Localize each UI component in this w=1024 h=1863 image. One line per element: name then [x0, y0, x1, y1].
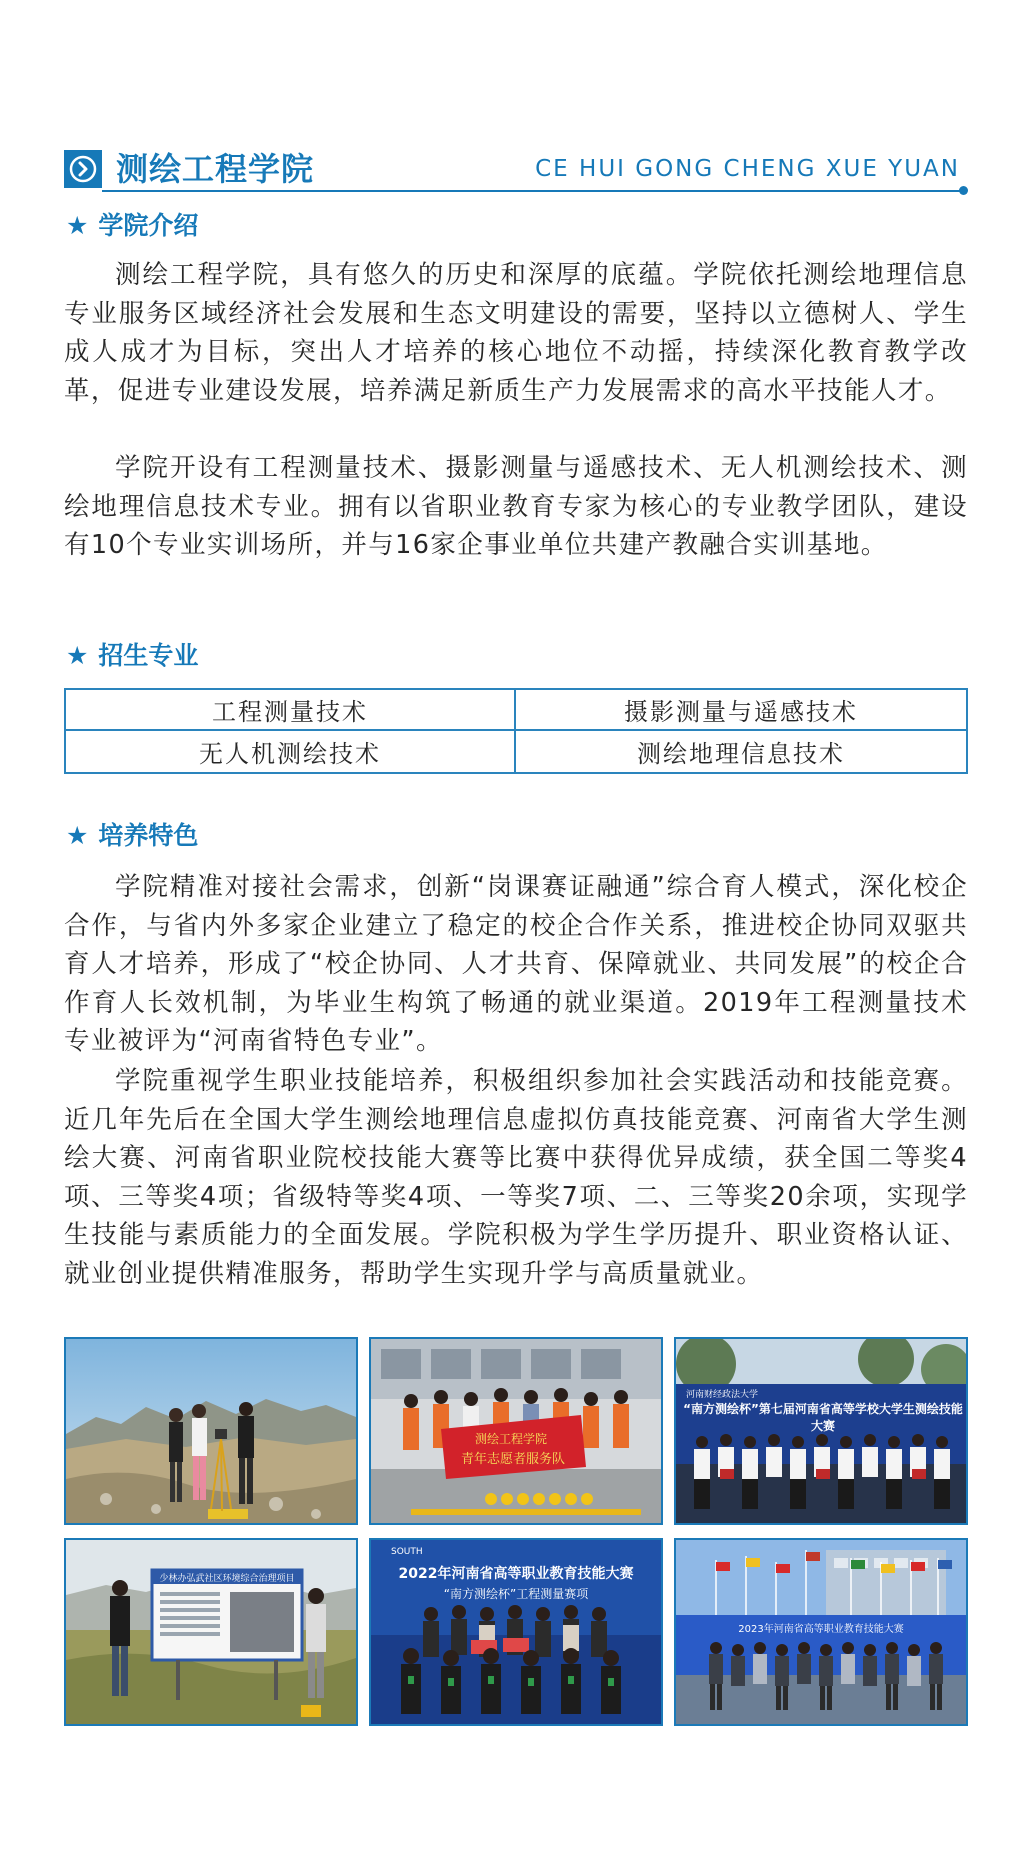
photo-field-survey: [64, 1337, 358, 1525]
section-title-features-text: 培养特色: [98, 821, 199, 850]
major-cell: 摄影测量与遥感技术: [516, 690, 966, 731]
circle-chevron-right-icon: [64, 150, 102, 188]
section-title-majors-text: 招生专业: [98, 641, 199, 670]
photo-competition-group: [674, 1337, 968, 1525]
header-underline: [102, 190, 962, 192]
section-title-intro-text: 学院介绍: [98, 211, 199, 240]
majors-table: [64, 688, 968, 774]
flag-text-line1: 测绘工程学院: [474, 1432, 548, 1446]
photo-field-signboard: [64, 1538, 358, 1726]
section-title-majors: [66, 640, 198, 672]
header-dot: [959, 186, 968, 195]
banner-main-text: “南方测绘杯”第七届河南省高等学校大学生测绘技能大赛: [683, 1402, 963, 1433]
major-cell: 无人机测绘技术: [66, 731, 516, 772]
page-title-pinyin: CE HUI GONG CHENG XUE YUAN: [535, 156, 960, 182]
competition-title: 2022年河南省高等职业教育技能大赛: [398, 1566, 634, 1582]
intro-paragraph-2: 学院开设有工程测量技术、摄影测量与遥感技术、无人机测绘技术、测绘地理信息技术专业。拥有以省职业教育专家为核心的专业教学团队，建设有10个专业实训场所，并与16家企事业单位共建产教融合实训基地。: [64, 453, 968, 560]
banner-2023-text: 2023年河南省高等职业教育技能大赛: [738, 1624, 904, 1635]
page-title: 测绘工程学院: [116, 150, 315, 188]
photo-volunteer-team: [369, 1337, 663, 1525]
star-icon: ★: [66, 821, 89, 850]
flag-text-line2: 青年志愿者服务队: [460, 1452, 566, 1467]
photo-grid: [64, 1337, 968, 1726]
competition-subtitle: “南方测绘杯”工程测量赛项: [443, 1587, 589, 1601]
star-icon: ★: [66, 641, 89, 670]
banner-top-text: 河南财经政法大学: [686, 1390, 759, 1400]
major-cell: 工程测量技术: [66, 690, 516, 731]
major-cell: 测绘地理信息技术: [637, 740, 845, 768]
photo-2023-competition: [674, 1538, 968, 1726]
sponsor-brand: SOUTH: [391, 1547, 423, 1557]
section-title-features: [66, 820, 198, 852]
section-title-intro: [66, 210, 198, 242]
page-header: [64, 150, 968, 192]
features-paragraph-1: 学院精准对接社会需求，创新“岗课赛证融通”综合育人模式，深化校企合作，与省内外多家企业建立了稳定的校企合作关系，推进校企协同双驱共育人才培养，形成了“校企协同、人才共育、保障就业、共同发展”的校企合作育人长效机制，为毕业生构筑了畅通的就业渠道。2019年工程测量技术专业被评为“河南省特色专业”。: [64, 872, 968, 1056]
star-icon: ★: [66, 211, 89, 240]
features-paragraph-2: 学院重视学生职业技能培养，积极组织参加社会实践活动和技能竞赛。近几年先后在全国大学生测绘地理信息虚拟仿真技能竞赛、河南省大学生测绘大赛、河南省职业院校技能大赛等比赛中获得优异成绩，获全国二等奖4项、三等奖4项；省级特等奖4项、一等奖7项、二、三等奖20余项，实现学生技能与素质能力的全面发展。学院积极为学生学历提升、职业资格认证、就业创业提供精准服务，帮助学生实现升学与高质量就业。: [64, 1066, 968, 1289]
photo-2022-competition: [369, 1538, 663, 1726]
signboard-title: 少林办弘武社区环境综合治理项目: [159, 1574, 295, 1584]
intro-paragraph-1: 测绘工程学院，具有悠久的历史和深厚的底蕴。学院依托测绘地理信息专业服务区域经济社会发展和生态文明建设的需要，坚持以立德树人、学生成人成才为目标，突出人才培养的核心地位不动摇，持续深化教育教学改革，促进专业建设发展，培养满足新质生产力发展需求的高水平技能人才。: [64, 260, 968, 406]
